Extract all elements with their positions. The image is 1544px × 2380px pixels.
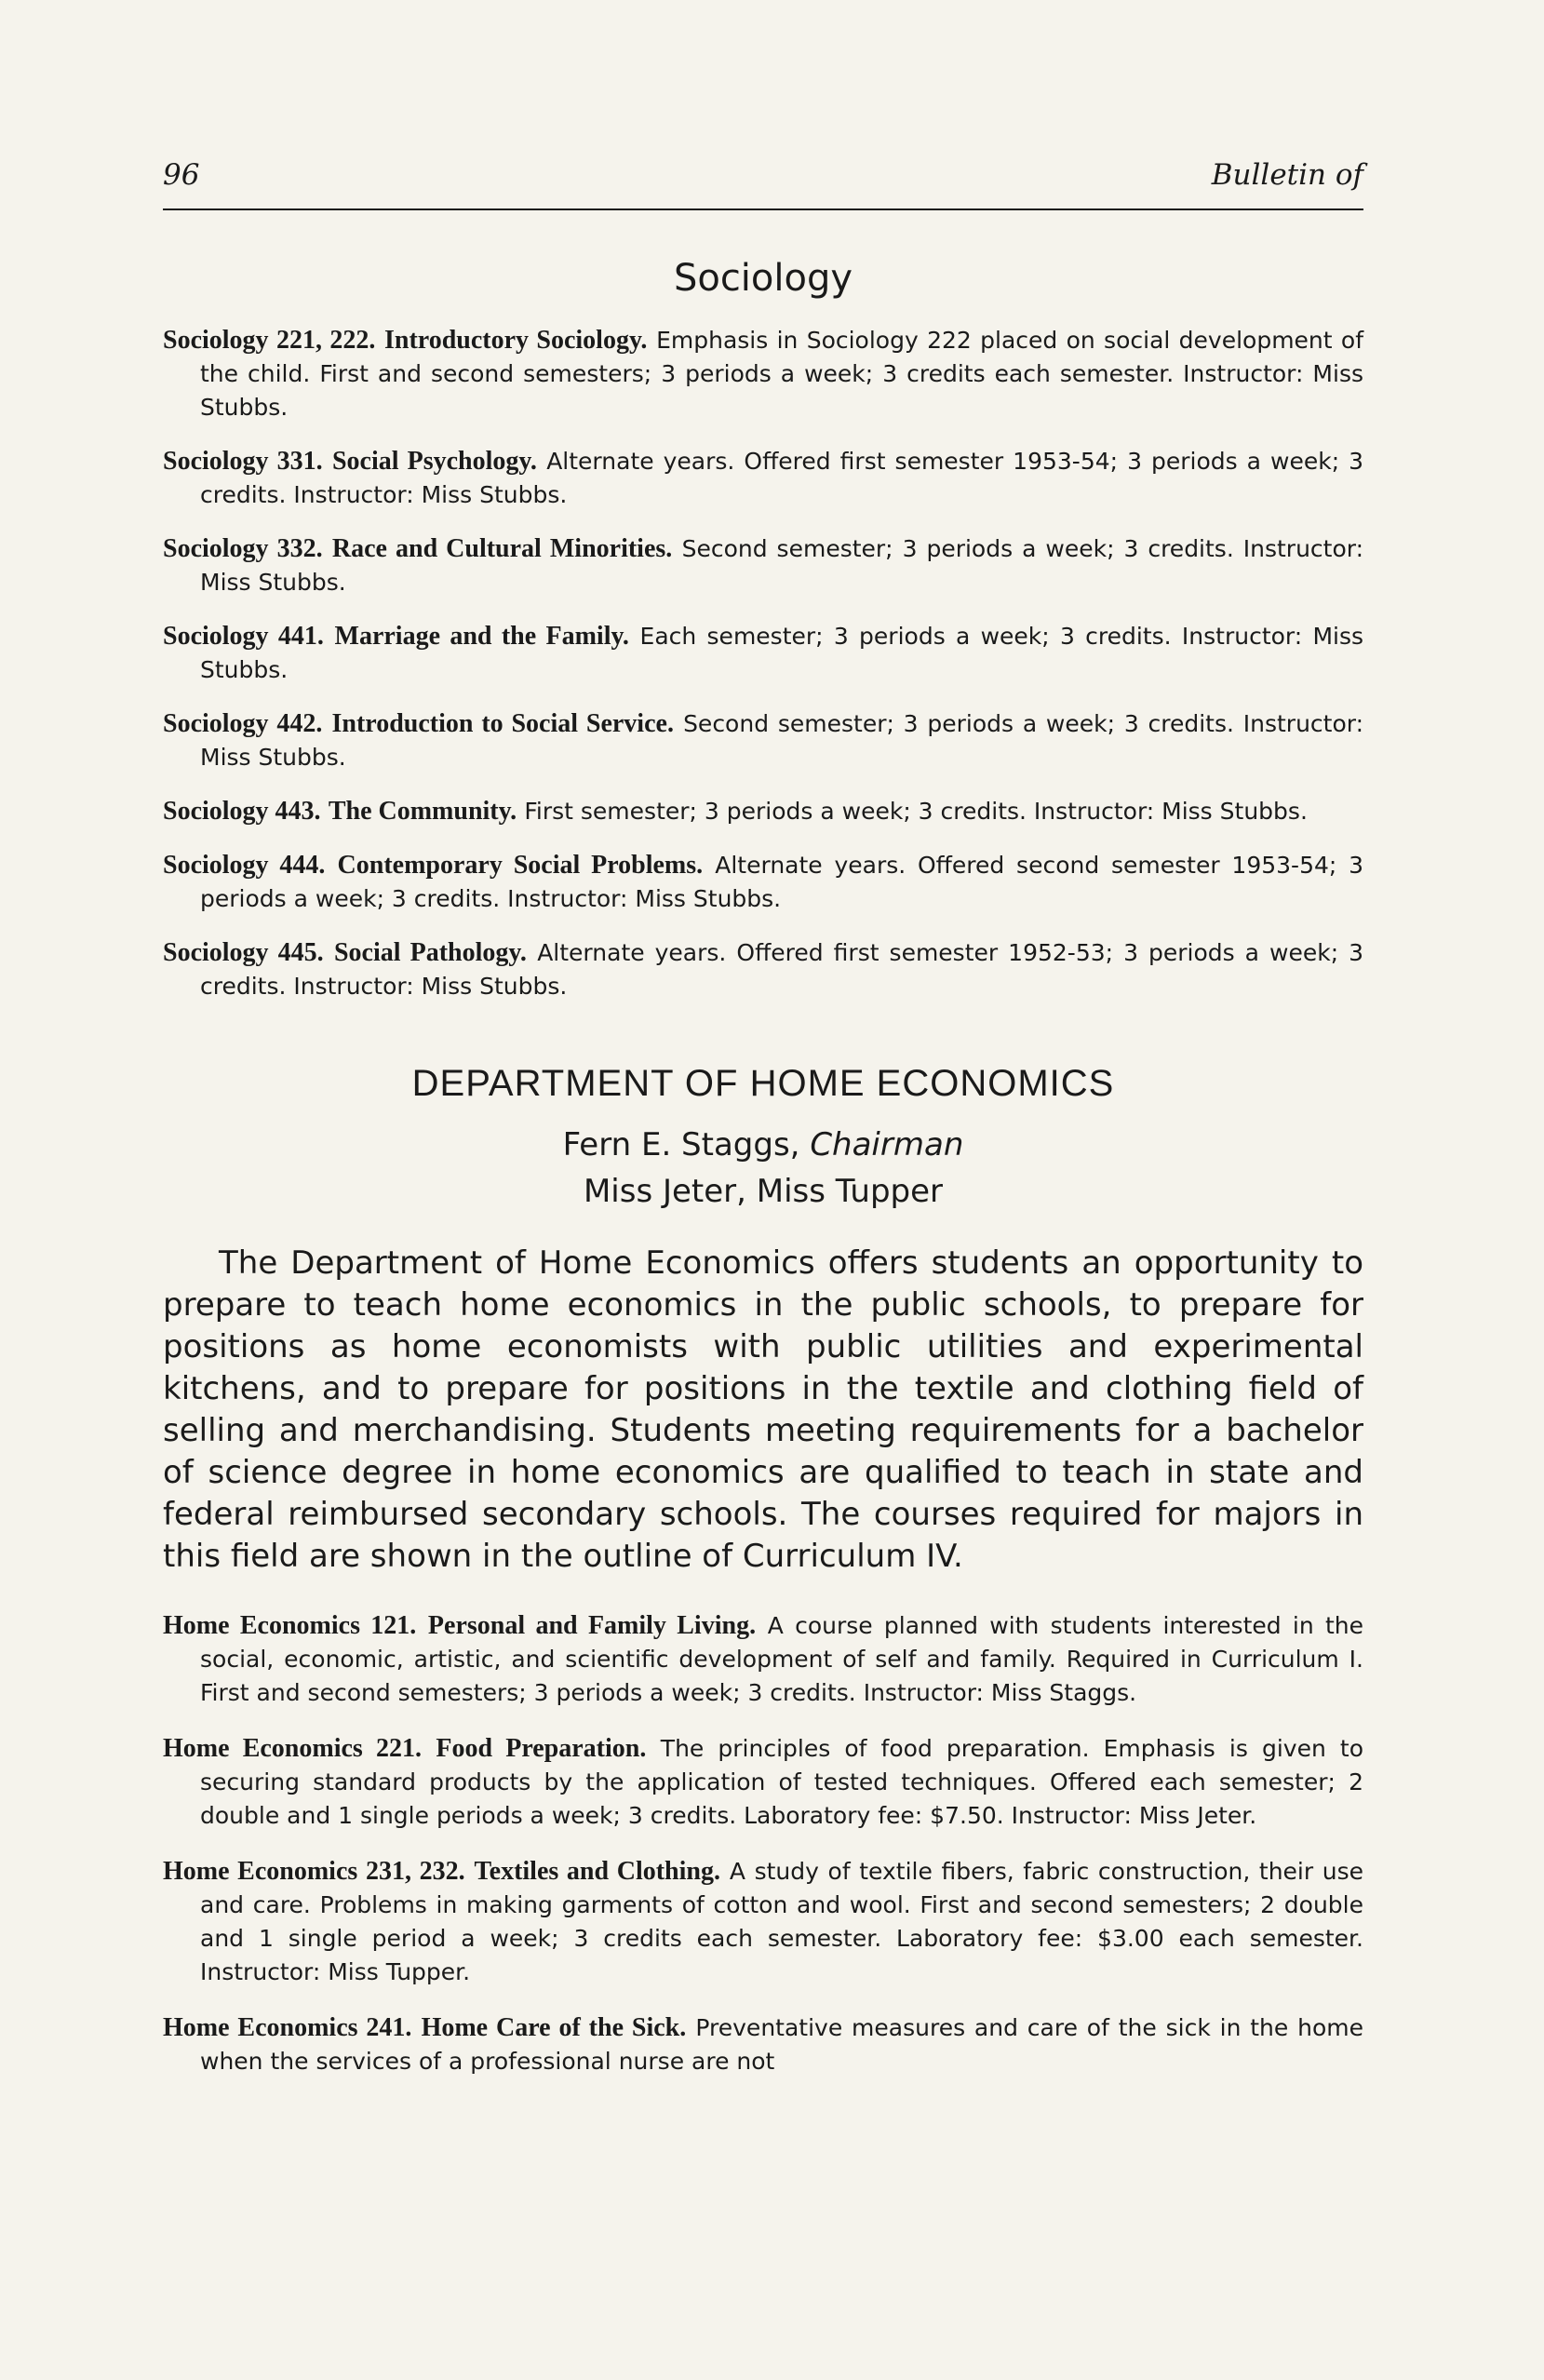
course-title: Marriage and the Family. <box>334 622 629 651</box>
course-description: A study of textile fibers, fabric construction, their use and care. Problems in making garments of cotton and wool. First and second semesters; 2 double and 1 single period a week; 3 credits each semester. Laboratory fee: $3.00 each semester. Instructor: Miss Tupper. <box>200 1858 1363 1985</box>
course-code: Sociology 331. <box>163 447 323 476</box>
course-entry <box>163 707 1363 774</box>
course-code: Sociology 443. <box>163 797 321 826</box>
course-title: Contemporary Social Problems. <box>337 851 704 880</box>
course-entry <box>163 1609 1363 1710</box>
course-entry <box>163 1732 1363 1833</box>
department-intro: The Department of Home Economics offers students an opportunity to prepare to teach home economics in the public schools, to prepare for positions as home economists with public utilities and experimental kitchens, and to prepare for positions in the textile and clothing field of selling and merchandising. Students meeting requirements for a bachelor of science degree in home economics are qualified to teach in state and federal reimbursed secondary schools. The courses required for majors in this field are shown in the outline of Curriculum IV. <box>163 1244 1363 1575</box>
course-description: Alternate years. Offered first semester 1953-54; 3 periods a week; 3 credits. Instructor: Miss Stubbs. <box>200 448 1364 508</box>
course-title: Food Preparation. <box>436 1734 647 1763</box>
course-description: A course planned with students interested in the social, economic, artistic, and scientific development of self and family. Required in Curriculum I. First and second semesters; 3 periods a week; 3 credits. Instructor: Miss Staggs. <box>200 1612 1364 1706</box>
course-entry <box>163 936 1363 1003</box>
course-description: First semester; 3 periods a week; 3 credits. Instructor: Miss Stubbs. <box>524 798 1308 825</box>
course-description: The principles of food preparation. Emphasis is given to securing standard products by the application of tested techniques. Offered each semester; 2 double and 1 single periods a week; 3 credits. Laboratory fee: $7.50. Instructor: Miss Jeter. <box>200 1735 1364 1829</box>
course-code: Sociology 221, 222. <box>163 326 376 355</box>
course-title: Personal and Family Living. <box>427 1611 757 1640</box>
course-code: Sociology 441. <box>163 622 324 651</box>
course-title: The Community. <box>328 797 517 826</box>
course-code: Home Economics 231, 232. <box>163 1857 465 1886</box>
course-description: Second semester; 3 periods a week; 3 credits. Instructor: Miss Stubbs. <box>200 710 1364 771</box>
course-description: Emphasis in Sociology 222 placed on social development of the child. First and second semesters; 3 periods a week; 3 credits each semester. Instructor: Miss Stubbs. <box>200 327 1364 421</box>
course-description: Each semester; 3 periods a week; 3 credits. Instructor: Miss Stubbs. <box>200 623 1364 683</box>
course-code: Home Economics 221. <box>163 1734 422 1763</box>
course-description: Preventative measures and care of the sick in the home when the services of a professional nurse are not <box>200 2014 1363 2075</box>
course-code: Sociology 442. <box>163 709 323 738</box>
home-economics-course-list <box>163 1609 1363 2078</box>
course-code: Home Economics 241. <box>163 2013 412 2042</box>
course-title: Introduction to Social Service. <box>331 709 674 738</box>
department-chair <box>163 1122 1363 1168</box>
running-head <box>163 158 1363 210</box>
course-description: Alternate years. Offered first semester 1952-53; 3 periods a week; 3 credits. Instructor: Miss Stubbs. <box>200 939 1364 1000</box>
section-heading-sociology: Sociology <box>673 257 853 300</box>
page-number: 96 <box>163 158 200 192</box>
course-entry <box>163 445 1363 512</box>
course-code: Sociology 444. <box>163 851 326 880</box>
course-title: Race and Cultural Minorities. <box>331 534 673 563</box>
course-entry <box>163 849 1363 916</box>
course-title: Introductory Sociology. <box>383 326 648 355</box>
course-title: Textiles and Clothing. <box>474 1857 720 1886</box>
course-entry <box>163 1855 1363 1989</box>
course-code: Home Economics 121. <box>163 1611 417 1640</box>
course-title: Social Psychology. <box>331 447 537 476</box>
chair-role: Chairman <box>810 1126 964 1163</box>
course-description: Alternate years. Offered second semester 1953-54; 3 periods a week; 3 credits. Instructor: Miss Stubbs. <box>200 852 1364 912</box>
course-code: Sociology 445. <box>163 938 324 967</box>
department-staff: Miss Jeter, Miss Tupper <box>583 1173 944 1210</box>
course-entry <box>163 620 1363 687</box>
department-heading: DEPARTMENT OF HOME ECONOMICS <box>411 1063 1115 1104</box>
course-entry <box>163 2011 1363 2078</box>
course-title: Social Pathology. <box>333 938 527 967</box>
course-entry <box>163 532 1363 599</box>
running-title: Bulletin of <box>1211 158 1363 192</box>
chair-name: Fern E. Staggs, <box>562 1126 800 1163</box>
course-entry <box>163 795 1363 828</box>
course-title: Home Care of the Sick. <box>421 2013 687 2042</box>
course-description: Second semester; 3 periods a week; 3 credits. Instructor: Miss Stubbs. <box>200 535 1364 596</box>
page <box>163 158 1363 2101</box>
sociology-course-list <box>163 324 1363 1003</box>
course-code: Sociology 332. <box>163 534 323 563</box>
course-entry <box>163 324 1363 424</box>
